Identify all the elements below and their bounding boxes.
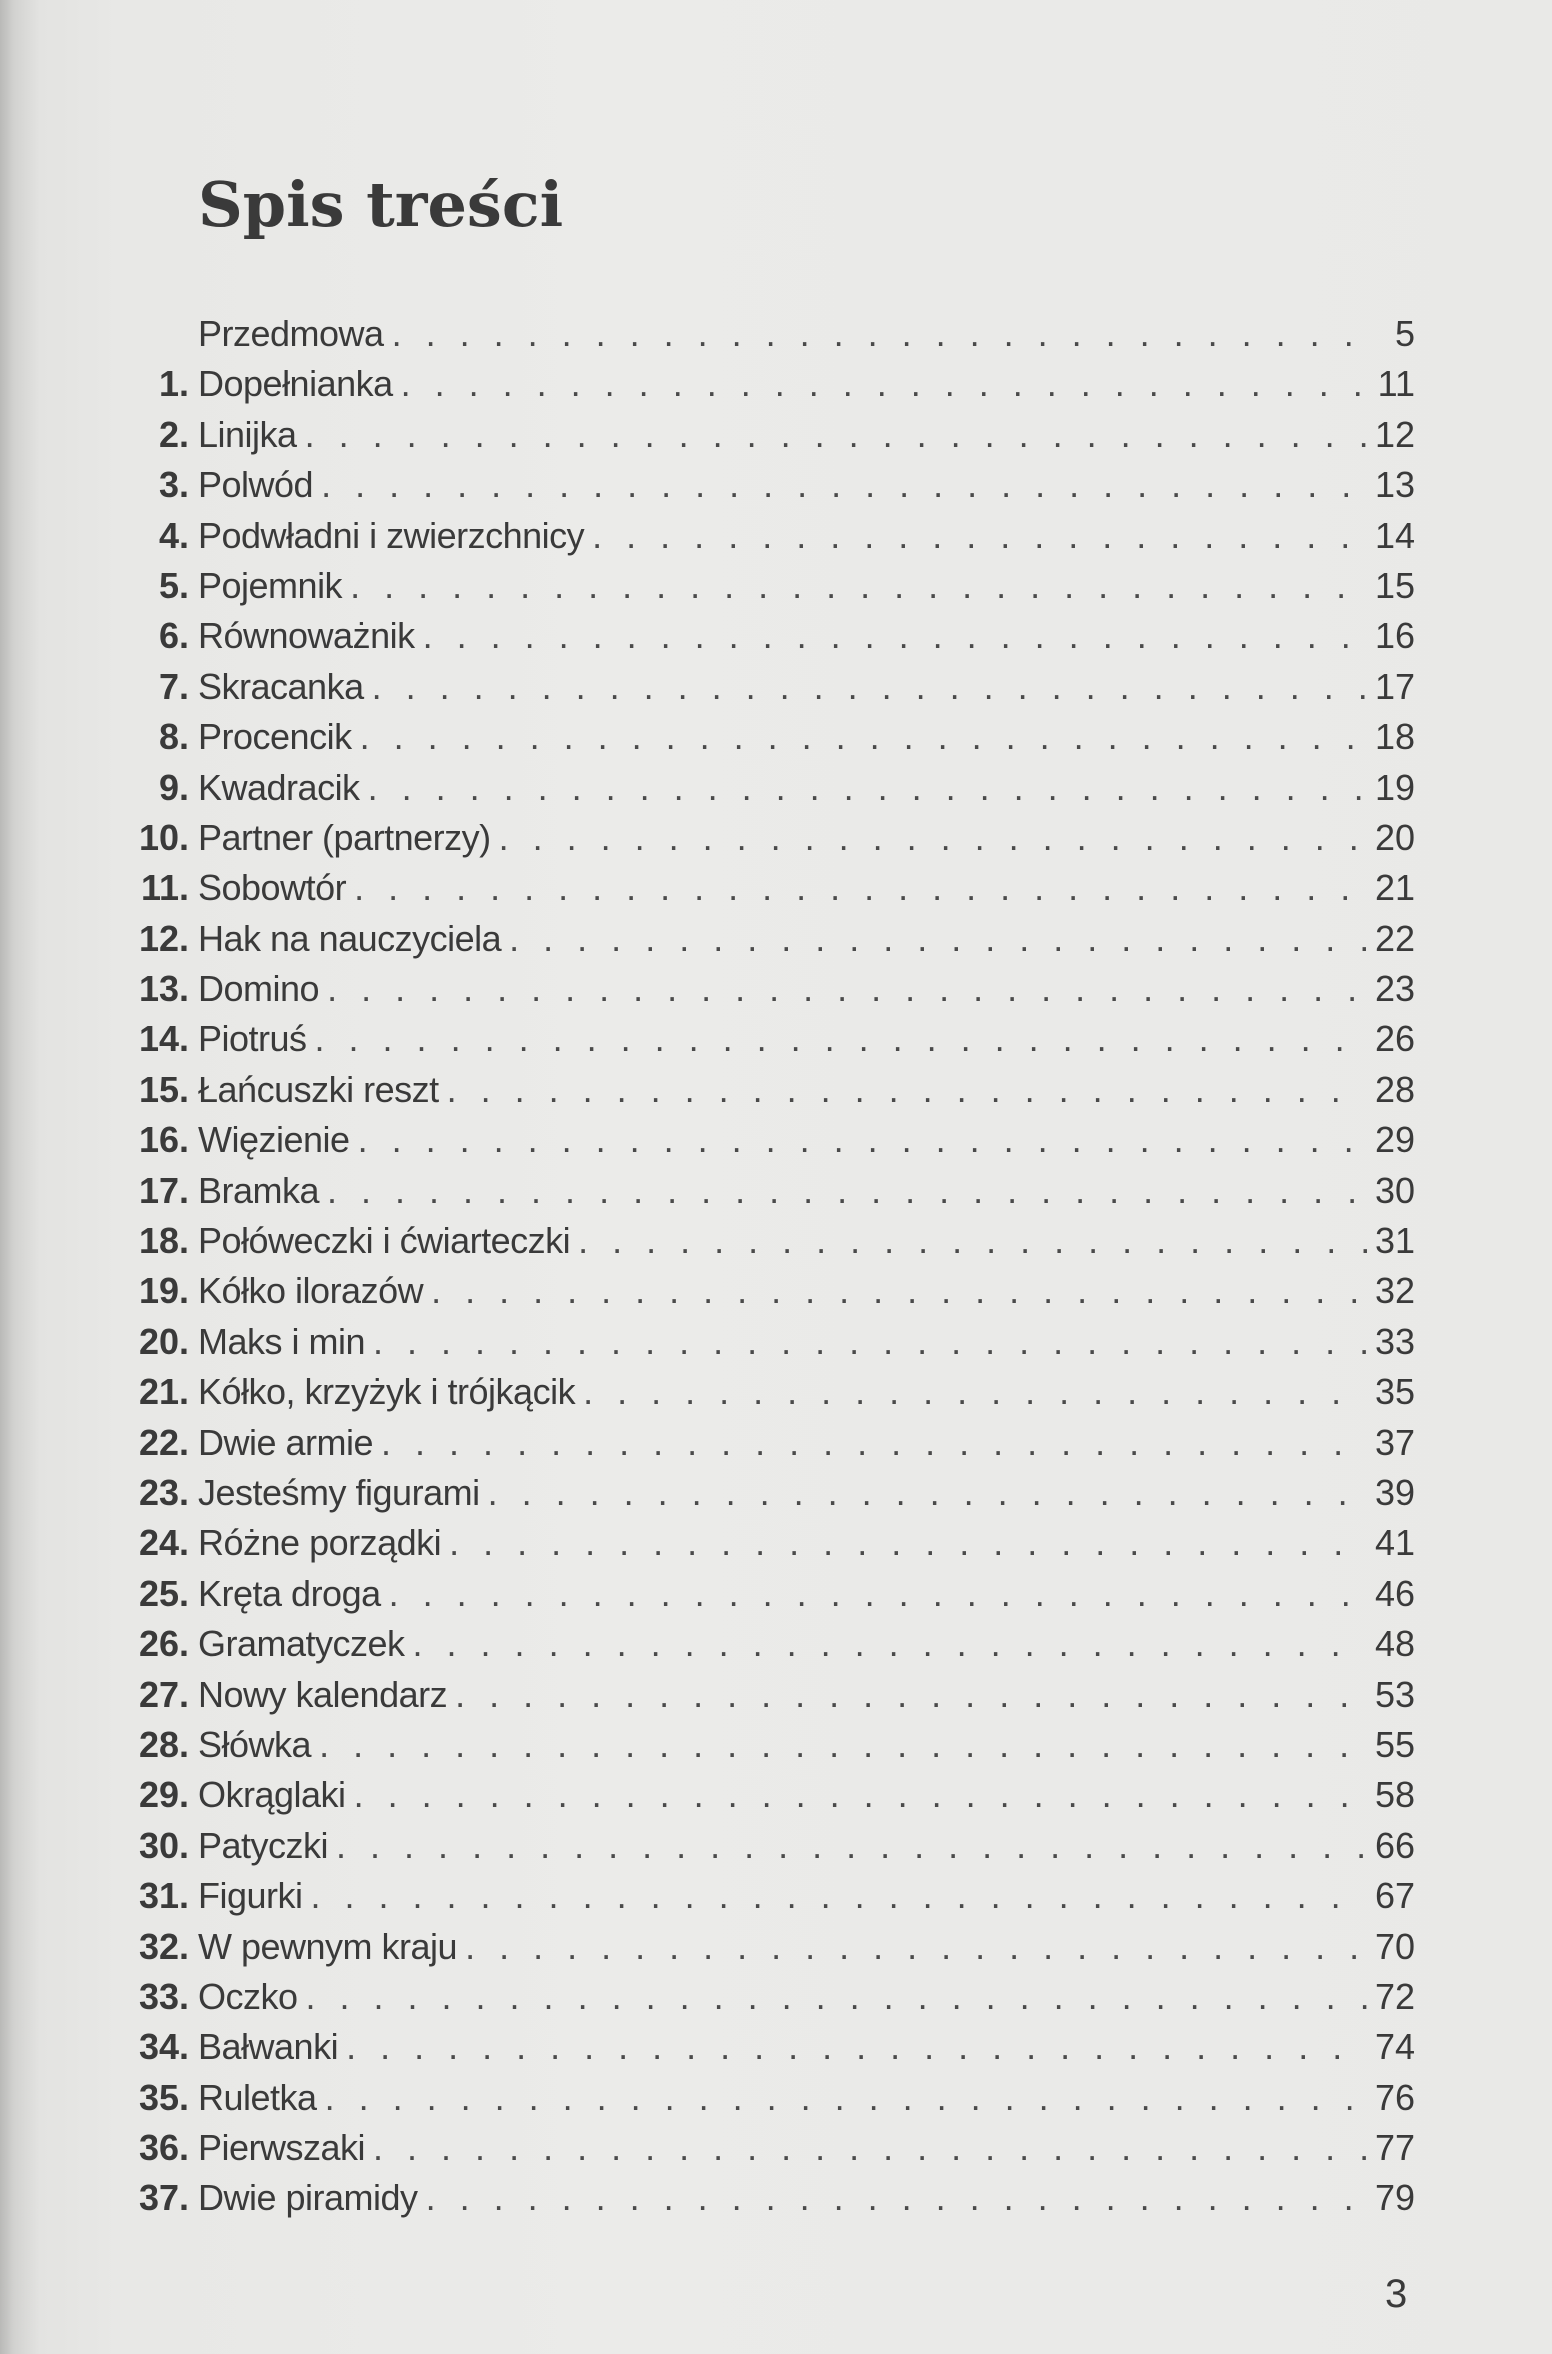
toc-entry (110, 363, 1415, 413)
toc-entry (110, 767, 1415, 817)
toc-entry-number: 28. (138, 1723, 189, 1765)
dot-leader (455, 1674, 1367, 1716)
toc-entry-number: 26. (138, 1623, 189, 1665)
toc-entry-page: 46 (1374, 1572, 1415, 1614)
toc-entry-title: W pewnym kraju (198, 1925, 458, 1967)
toc-entry-number: 22. (138, 1421, 189, 1463)
toc-entry (110, 1321, 1415, 1371)
toc-entry-title: Kółko, krzyżyk i trójkącik (198, 1371, 576, 1413)
toc-entry-title: Kręta droga (198, 1572, 381, 1614)
toc-entry-page: 39 (1374, 1471, 1415, 1513)
toc-entry-page: 11 (1377, 363, 1415, 405)
dot-leader (423, 615, 1367, 657)
toc-entry-page: 19 (1374, 766, 1415, 808)
toc-entry-page: 17 (1374, 665, 1415, 707)
toc-entry (110, 1220, 1415, 1270)
toc-entry (110, 313, 1415, 363)
dot-leader (373, 2127, 1367, 2169)
toc-entry-number: 34. (138, 2026, 189, 2068)
toc-entry-page: 13 (1374, 464, 1415, 506)
table-of-contents (110, 313, 1415, 2228)
toc-entry-number: 30. (138, 1824, 189, 1866)
toc-entry-number: 25. (138, 1572, 189, 1614)
toc-entry-number: 8. (158, 716, 189, 758)
toc-entry-number: 19. (138, 1270, 189, 1312)
dot-leader (447, 1069, 1367, 1111)
toc-entry (110, 1573, 1415, 1623)
toc-entry (110, 1069, 1415, 1119)
toc-entry-number: 33. (138, 1975, 189, 2017)
dot-leader (346, 2026, 1367, 2068)
toc-entry-title: Połóweczki i ćwiarteczki (198, 1220, 571, 1262)
toc-entry-number: 14. (138, 1018, 189, 1060)
toc-entry-page: 18 (1374, 716, 1415, 758)
toc-entry-title: Kółko ilorazów (198, 1270, 424, 1312)
dot-leader (389, 1573, 1367, 1615)
toc-entry-number: 32. (138, 1925, 189, 1967)
toc-entry-title: Hak na nauczyciela (198, 917, 502, 959)
toc-entry-page: 16 (1374, 615, 1415, 657)
toc-entry-number: 18. (138, 1220, 189, 1262)
page-number: 3 (1385, 2272, 1408, 2316)
dot-leader (325, 2077, 1367, 2119)
dot-leader (336, 1825, 1367, 1867)
toc-entry-number: 16. (138, 1119, 189, 1161)
toc-entry (110, 565, 1415, 615)
toc-entry-page: 22 (1374, 917, 1415, 959)
dot-leader (354, 867, 1367, 909)
toc-entry-page: 37 (1374, 1421, 1415, 1463)
dot-leader (373, 1321, 1367, 1363)
dot-leader (354, 1774, 1367, 1816)
toc-entry-number: 27. (138, 1673, 189, 1715)
toc-entry-number: 17. (138, 1169, 189, 1211)
toc-entry (110, 1522, 1415, 1572)
toc-entry-number: 15. (138, 1068, 189, 1110)
toc-entry-page: 58 (1374, 1774, 1415, 1816)
dot-leader (358, 1119, 1367, 1161)
toc-entry-title: Linijka (198, 413, 297, 455)
toc-entry-number: 31. (138, 1875, 189, 1917)
toc-entry (110, 1674, 1415, 1724)
toc-entry-title: Równoważnik (198, 615, 415, 657)
toc-entry-title: Dwie armie (198, 1421, 374, 1463)
toc-entry (110, 817, 1415, 867)
toc-entry-title: Pojemnik (198, 564, 343, 606)
toc-entry-page: 35 (1374, 1371, 1415, 1413)
toc-entry-number: 1. (158, 363, 189, 405)
toc-entry-number: 24. (138, 1522, 189, 1564)
toc-entry (110, 1170, 1415, 1220)
toc-entry (110, 515, 1415, 565)
dot-leader (583, 1371, 1367, 1413)
toc-entry-page: 26 (1374, 1018, 1415, 1060)
dot-leader (413, 1623, 1367, 1665)
toc-entry (110, 464, 1415, 514)
toc-entry-title: Przedmowa (198, 313, 384, 354)
toc-entry (110, 1623, 1415, 1673)
toc-entry-title: Dopełnianka (198, 363, 393, 405)
toc-entry-number: 12. (138, 917, 189, 959)
toc-entry (110, 1119, 1415, 1169)
toc-entry-page: 32 (1374, 1270, 1415, 1312)
toc-entry-number: 4. (158, 514, 189, 556)
toc-entry-title: Patyczki (198, 1824, 329, 1866)
toc-entry-title: Polwód (198, 464, 314, 506)
toc-entry-number: 13. (138, 968, 189, 1010)
toc-entry-page: 41 (1374, 1522, 1415, 1564)
toc-entry-title: Dwie piramidy (198, 2177, 418, 2219)
toc-entry-page: 28 (1374, 1068, 1415, 1110)
toc-entry (110, 414, 1415, 464)
toc-entry-title: Łańcuszki reszt (198, 1068, 439, 1110)
toc-entry-number: 9. (158, 766, 189, 808)
dot-leader (321, 464, 1367, 506)
toc-entry-title: Bramka (198, 1169, 320, 1211)
toc-entry-title: Słówka (198, 1723, 312, 1765)
dot-leader (381, 1422, 1367, 1464)
dot-leader (372, 666, 1367, 708)
toc-entry-title: Sobowtór (198, 867, 347, 909)
toc-entry (110, 666, 1415, 716)
toc-entry-title: Pierwszaki (198, 2127, 366, 2169)
toc-entry (110, 1825, 1415, 1875)
toc-entry (110, 1018, 1415, 1068)
toc-entry-page: 21 (1374, 867, 1415, 909)
toc-entry-title: Skracanka (198, 665, 364, 707)
toc-entry (110, 968, 1415, 1018)
dot-leader (465, 1926, 1367, 1968)
toc-entry-title: Jesteśmy figurami (198, 1471, 480, 1513)
dot-leader (509, 918, 1367, 960)
page-title: Spis treści (198, 168, 564, 241)
toc-entry-title: Podwładni i zwierzchnicy (198, 514, 585, 556)
toc-entry (110, 867, 1415, 917)
dot-leader (327, 1170, 1367, 1212)
toc-entry (110, 2077, 1415, 2127)
dot-leader (306, 1976, 1367, 2018)
toc-entry (110, 1422, 1415, 1472)
toc-entry-page: 20 (1374, 816, 1415, 858)
toc-entry (110, 2127, 1415, 2177)
dot-leader (392, 313, 1367, 355)
dot-leader (578, 1220, 1367, 1262)
toc-entry-number: 5. (158, 564, 189, 606)
toc-entry-page: 72 (1374, 1975, 1415, 2017)
toc-entry-title: Nowy kalendarz (198, 1673, 448, 1715)
toc-entry-title: Maks i min (198, 1320, 366, 1362)
toc-entry-page: 31 (1374, 1220, 1415, 1262)
toc-entry-page: 23 (1374, 968, 1415, 1010)
toc-entry-title: Gramatyczek (198, 1623, 405, 1665)
toc-entry-title: Piotruś (198, 1018, 307, 1060)
dot-leader (488, 1472, 1367, 1514)
toc-entry-title: Więzienie (198, 1119, 350, 1161)
dot-leader (311, 1875, 1367, 1917)
toc-entry (110, 1774, 1415, 1824)
toc-entry (110, 1371, 1415, 1421)
dot-leader (449, 1522, 1367, 1564)
toc-entry-page: 30 (1374, 1169, 1415, 1211)
toc-entry-number: 37. (138, 2177, 189, 2219)
dot-leader (315, 1018, 1367, 1060)
toc-entry-page: 79 (1374, 2177, 1415, 2219)
toc-entry-number: 20. (138, 1320, 189, 1362)
toc-entry-page: 74 (1374, 2026, 1415, 2068)
toc-entry-title: Oczko (198, 1975, 298, 2017)
toc-entry-title: Partner (partnerzy) (198, 816, 491, 858)
toc-entry (110, 615, 1415, 665)
toc-entry (110, 716, 1415, 766)
toc-entry-number: 36. (138, 2127, 189, 2169)
dot-leader (327, 968, 1367, 1010)
toc-entry (110, 1875, 1415, 1925)
dot-leader (426, 2177, 1367, 2219)
toc-entry-title: Bałwanki (198, 2026, 339, 2068)
dot-leader (431, 1270, 1367, 1312)
toc-entry-page: 67 (1374, 1875, 1415, 1917)
toc-entry (110, 1472, 1415, 1522)
dot-leader (499, 817, 1367, 859)
toc-entry-page: 53 (1374, 1673, 1415, 1715)
toc-entry-page: 14 (1374, 514, 1415, 556)
toc-entry (110, 2026, 1415, 2076)
toc-entry-number: 10. (138, 816, 189, 858)
toc-entry-number: 21. (138, 1371, 189, 1413)
toc-entry (110, 2177, 1415, 2227)
toc-entry-page: 15 (1374, 564, 1415, 606)
toc-entry-page: 29 (1374, 1119, 1415, 1161)
toc-entry-title: Ruletka (198, 2076, 317, 2118)
toc-entry-number: 6. (158, 615, 189, 657)
toc-entry-page: 77 (1374, 2127, 1415, 2169)
toc-entry-page: 33 (1374, 1320, 1415, 1362)
toc-entry (110, 1926, 1415, 1976)
toc-entry (110, 1270, 1415, 1320)
toc-entry-title: Procencik (198, 716, 352, 758)
toc-entry-page: 76 (1374, 2076, 1415, 2118)
toc-entry (110, 1976, 1415, 2026)
toc-entry-number: 2. (158, 413, 189, 455)
toc-entry-page: 70 (1374, 1925, 1415, 1967)
toc-entry-title: Różne porządki (198, 1522, 442, 1564)
toc-entry-page: 12 (1374, 413, 1415, 455)
toc-entry-number: 35. (138, 2076, 189, 2118)
toc-entry-title: Figurki (198, 1875, 303, 1917)
dot-leader (350, 565, 1367, 607)
toc-entry-title: Kwadracik (198, 766, 360, 808)
dot-leader (401, 363, 1367, 405)
toc-entry-title: Domino (198, 968, 320, 1010)
toc-entry-page: 5 (1394, 313, 1415, 354)
dot-leader (592, 515, 1367, 557)
dot-leader (305, 414, 1367, 456)
toc-entry-page: 66 (1374, 1824, 1415, 1866)
toc-entry-number: 11. (140, 867, 189, 909)
toc-entry (110, 1724, 1415, 1774)
toc-entry-number: 3. (158, 464, 189, 506)
toc-entry-title: Okrąglaki (198, 1774, 346, 1816)
dot-leader (319, 1724, 1367, 1766)
dot-leader (360, 716, 1367, 758)
toc-entry-number: 29. (138, 1774, 189, 1816)
toc-entry-number: 7. (158, 665, 189, 707)
toc-entry-number: 23. (138, 1471, 189, 1513)
toc-entry-page: 48 (1374, 1623, 1415, 1665)
dot-leader (368, 767, 1367, 809)
toc-entry (110, 918, 1415, 968)
toc-entry-page: 55 (1374, 1723, 1415, 1765)
